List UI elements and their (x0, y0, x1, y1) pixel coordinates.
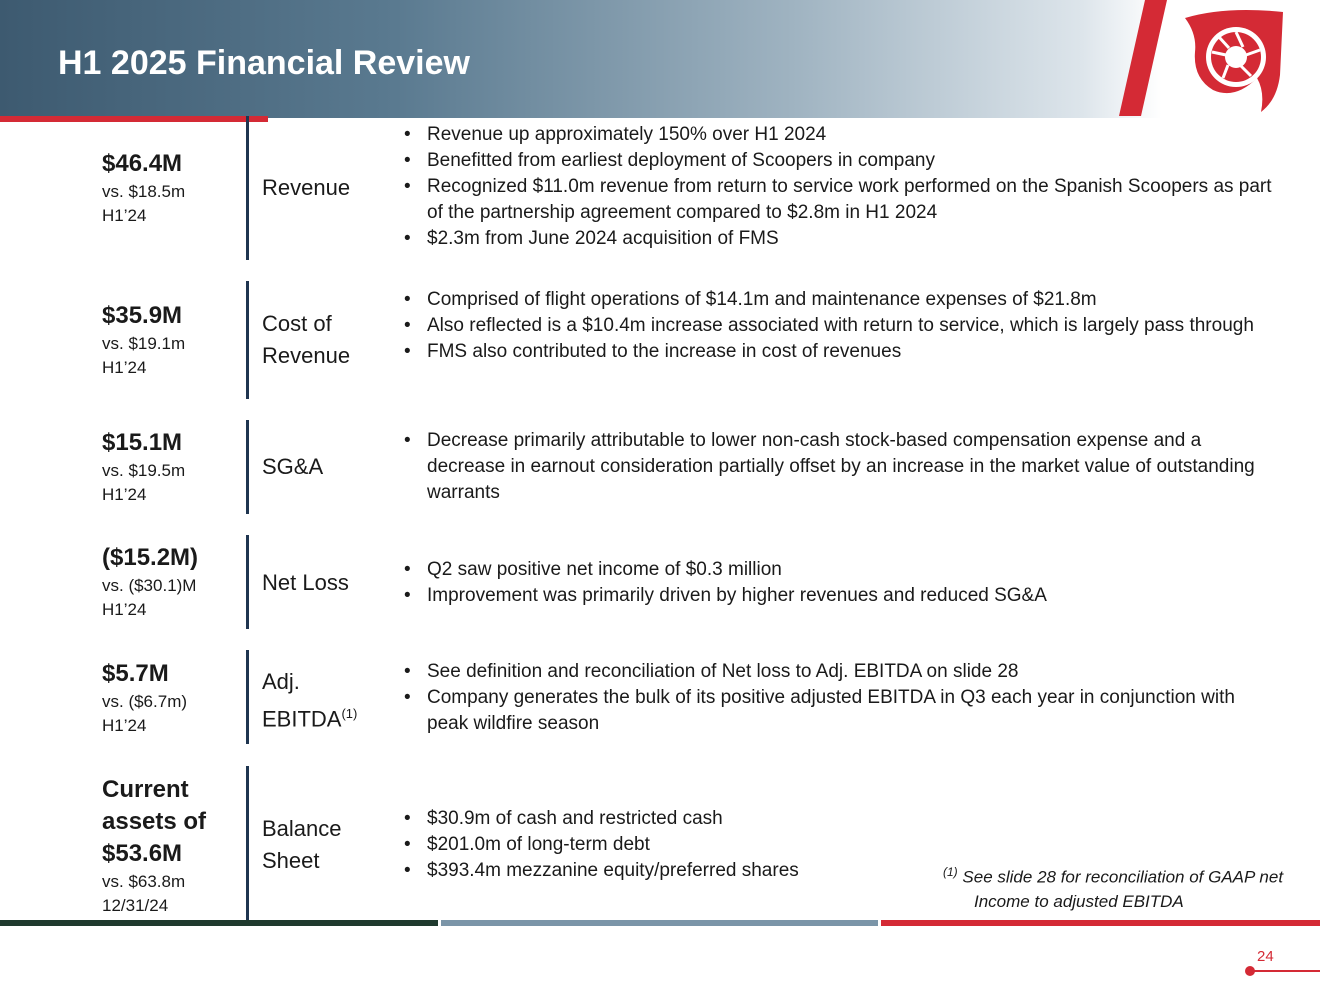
bottom-bar-dark (0, 920, 438, 926)
cost-of-revenue-metric (102, 300, 185, 380)
footnote-marker: (1) (943, 865, 958, 879)
page-number-line (1250, 970, 1320, 972)
metric-period: H1’24 (102, 716, 147, 735)
category-label (262, 813, 342, 877)
aperture-logo-icon (1115, 0, 1315, 120)
bullet-item: • Also reflected is a $10.4m increase associated with return to service, which is largely pass through (402, 313, 1272, 339)
metric-value: $5.7M (102, 660, 169, 687)
balance-sheet-metric (102, 774, 206, 918)
category-line (262, 698, 357, 735)
bullet-item: • $30.9m of cash and restricted cash (402, 806, 1272, 832)
footnote-line (943, 860, 1283, 890)
category-label (262, 666, 357, 735)
page-title: H1 2025 Financial Review (58, 44, 470, 82)
bullet-item: • Q2 saw positive net income of $0.3 million (402, 557, 1272, 583)
net-loss-metric (102, 542, 198, 622)
metric-period: 12/31/24 (102, 896, 169, 915)
metric-value: $15.1M (102, 429, 183, 456)
bullet-item: • Decrease primarily attributable to lower non-cash stock-based compensation expense and a decrease in earnout consideration partially offset by an increase in the market value of outstanding warrants (402, 428, 1272, 506)
metric-period: H1’24 (102, 600, 147, 619)
bullet-item: • Improvement was primarily driven by higher revenues and reduced SG&A (402, 583, 1272, 609)
bullet-item: • Benefitted from earliest deployment of Scoopers in company (402, 148, 1272, 174)
metric-period: H1’24 (102, 206, 147, 225)
category-line: Adj. (262, 669, 300, 694)
bottom-bar-red (881, 920, 1320, 926)
category-line: Sheet (262, 848, 320, 873)
category-line: Revenue (262, 343, 351, 368)
sga-bullets (402, 428, 1272, 506)
bullet-item: • $393.4m mezzanine equity/preferred shares (402, 858, 1272, 884)
revenue-metric (102, 148, 185, 228)
footnote-marker: (1) (341, 706, 358, 721)
header-accent-bar (0, 116, 268, 122)
metric-period: H1’24 (102, 485, 147, 504)
row-divider (246, 281, 249, 399)
metric-comparison: vs. $63.8m (102, 872, 186, 891)
category-label: Net Loss (262, 570, 349, 595)
metric-comparison: vs. ($30.1)M (102, 576, 197, 595)
metric-value: $53.6M (102, 840, 183, 867)
category-label: Revenue (262, 175, 351, 200)
revenue-bullets (402, 122, 1272, 252)
bullet-item: • Comprised of flight operations of $14.1m and maintenance expenses of $21.8m (402, 287, 1272, 313)
metric-value: $35.9M (102, 302, 183, 329)
metric-value: $46.4M (102, 150, 183, 177)
category-text: EBITDA (262, 706, 342, 732)
metric-comparison: vs. $18.5m (102, 182, 186, 201)
footnote-line: Income to adjusted EBITDA (974, 891, 1184, 911)
row-divider (246, 535, 249, 629)
footnote-text: See slide 28 for reconciliation of GAAP net (962, 867, 1284, 887)
category-line: Balance (262, 816, 342, 841)
sga-metric (102, 427, 185, 507)
net-loss-bullets (402, 557, 1272, 609)
row-divider (246, 116, 249, 260)
metric-comparison: vs. $19.5m (102, 461, 186, 480)
page-number: 24 (1257, 948, 1274, 965)
page-number-dot (1245, 966, 1255, 976)
metric-value: ($15.2M) (102, 544, 199, 571)
bullet-item: • Recognized $11.0m revenue from return to service work performed on the Spanish Scoopers as part of the partnership agreement compared to $2.8m in H1 2024 (402, 174, 1272, 226)
metric-comparison: vs. $19.1m (102, 334, 186, 353)
row-divider (246, 420, 249, 514)
metric-value: assets of (102, 808, 207, 835)
bullet-item: • See definition and reconciliation of Net loss to Adj. EBITDA on slide 28 (402, 659, 1272, 685)
bullet-item: • FMS also contributed to the increase in cost of revenues (402, 339, 1272, 365)
bullet-item: • Company generates the bulk of its positive adjusted EBITDA in Q3 each year in conjunction with peak wildfire season (402, 685, 1272, 737)
bullet-item: • $201.0m of long-term debt (402, 832, 1272, 858)
row-divider (246, 766, 249, 920)
footnote (943, 860, 1283, 914)
adj-ebitda-metric (102, 658, 187, 738)
adj-ebitda-bullets (402, 659, 1272, 737)
category-line: Cost of (262, 311, 332, 336)
metric-period: H1’24 (102, 358, 147, 377)
bullet-item: • Revenue up approximately 150% over H1 2024 (402, 122, 1272, 148)
cost-of-revenue-bullets (402, 287, 1272, 365)
metric-value: Current (102, 776, 189, 803)
category-label (262, 308, 350, 372)
category-label: SG&A (262, 454, 324, 479)
bottom-bar-blue (441, 920, 878, 926)
bullet-item: • $2.3m from June 2024 acquisition of FMS (402, 226, 1272, 252)
row-divider (246, 650, 249, 744)
metric-comparison: vs. ($6.7m) (102, 692, 188, 711)
